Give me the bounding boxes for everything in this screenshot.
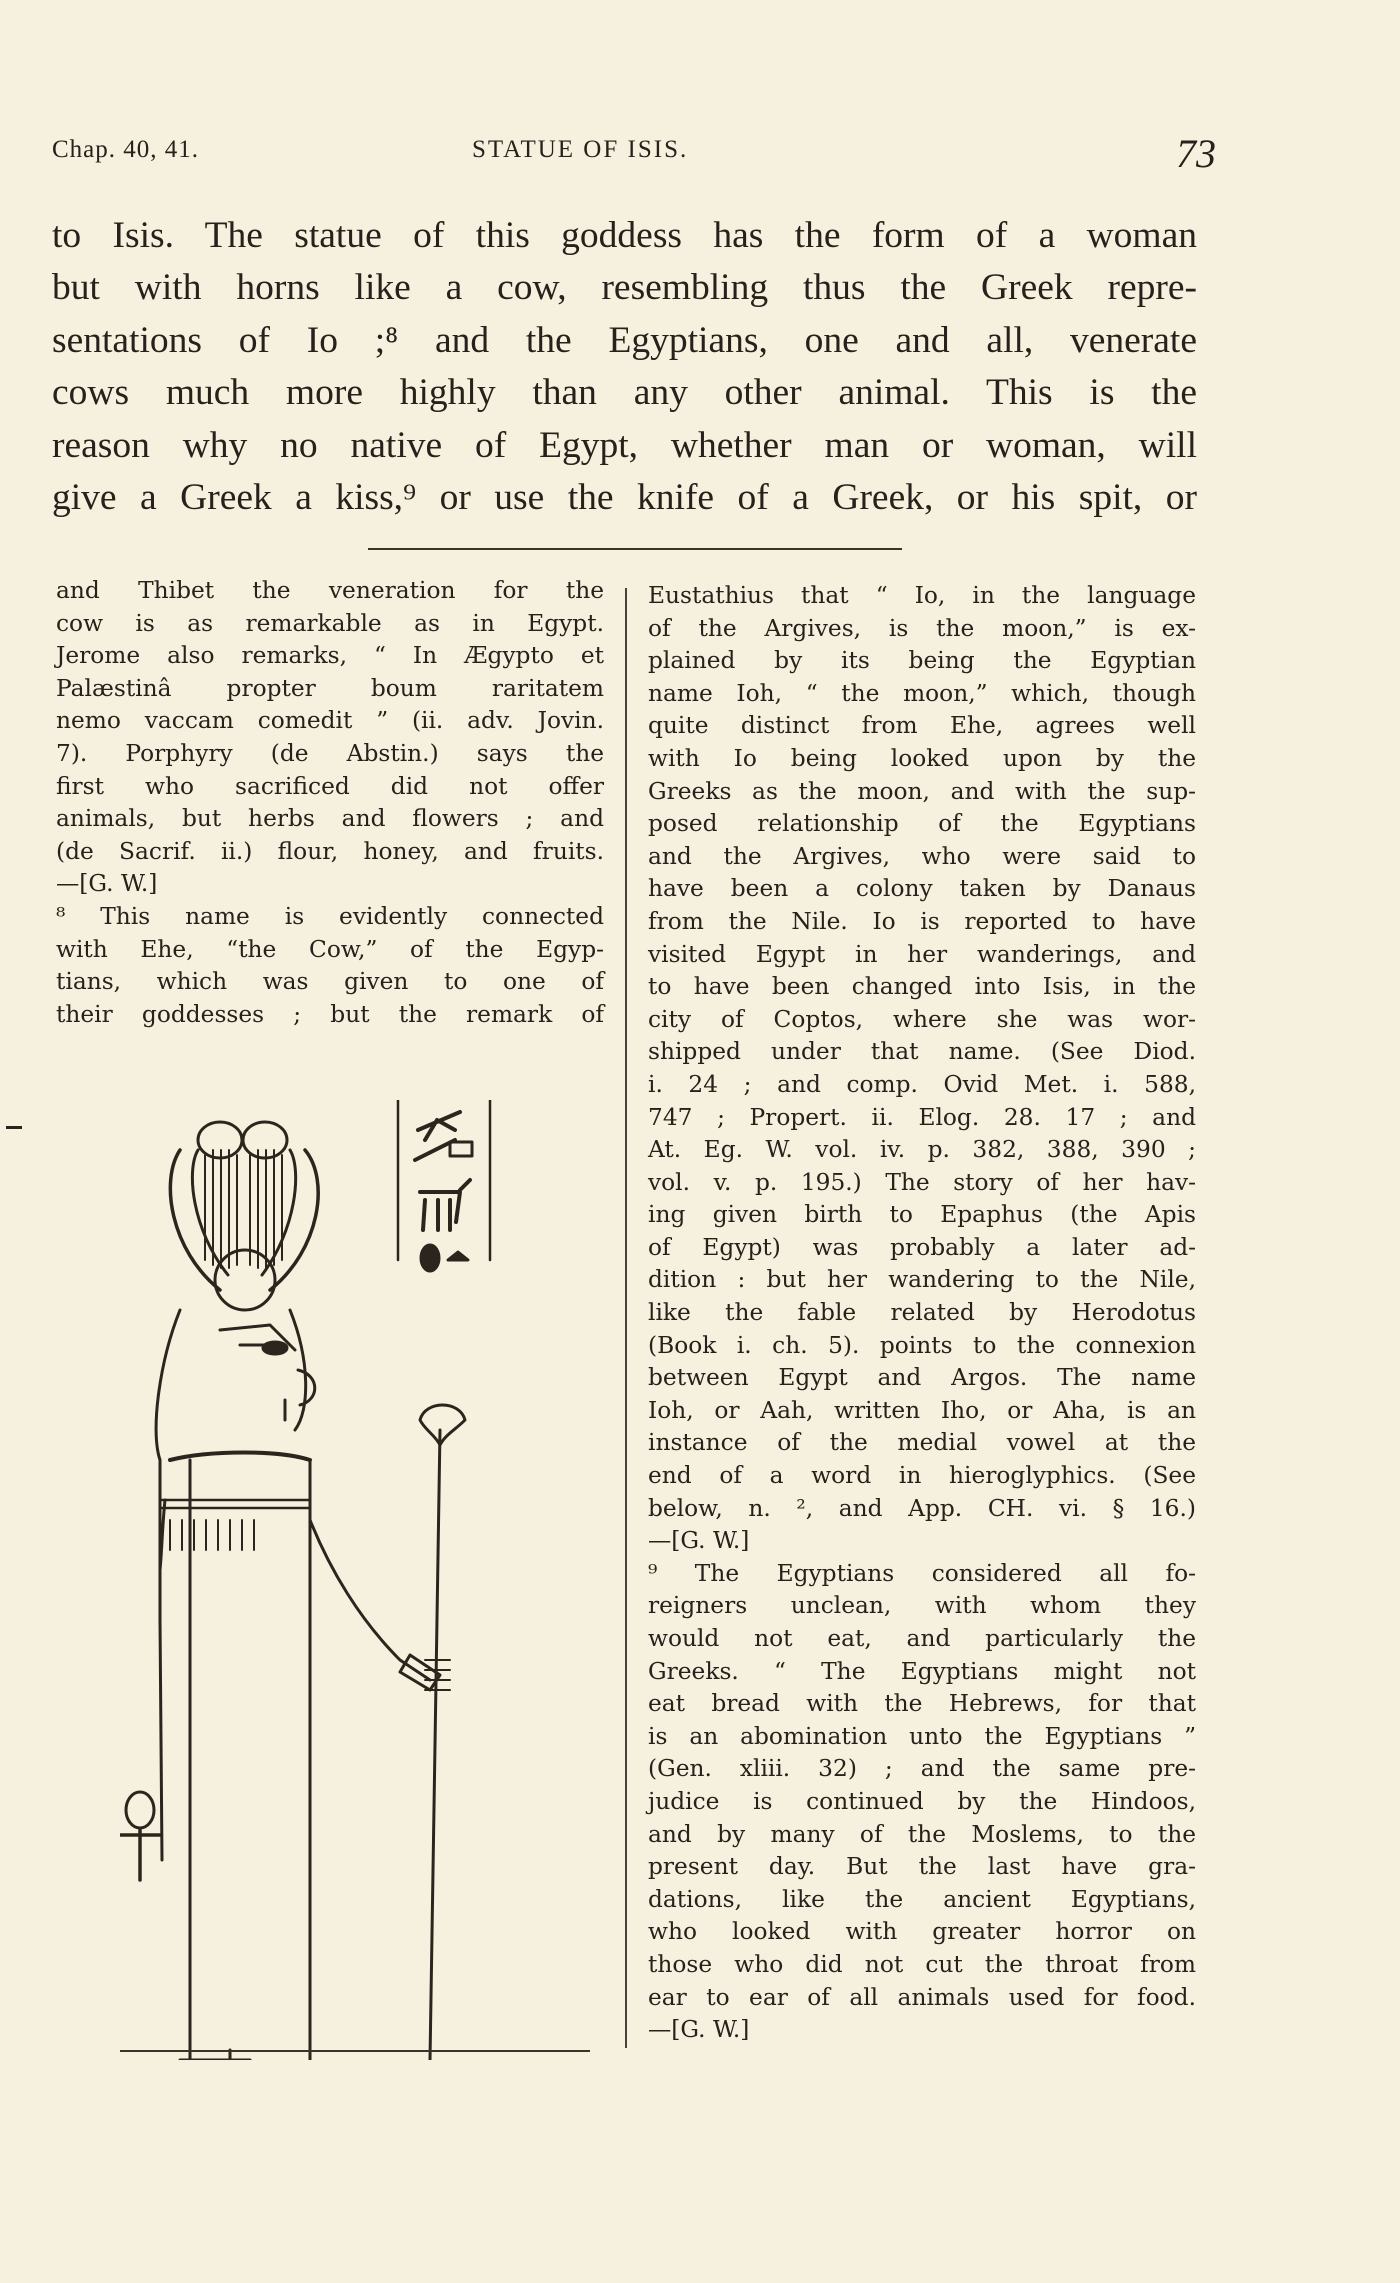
footnote-line: dations, like the ancient Egyptians,	[648, 1885, 1196, 1913]
footnote-line: first who sacrificed did not offer	[56, 772, 604, 800]
footnote-line: end of a word in hieroglyphics. (See	[648, 1462, 1196, 1490]
footnote-line: instance of the medial vowel at the	[648, 1429, 1196, 1457]
main-text-line: give a Greek a kiss,⁹ or use the knife of a Greek, or his spit, or	[52, 477, 1197, 519]
footnote-line: shipped under that name. (See Diod.	[648, 1038, 1196, 1066]
footnote-line: Greeks. “ The Egyptians might not	[648, 1657, 1196, 1685]
ankh-icon	[120, 1792, 160, 1880]
footnote-line: cow is as remarkable as in Egypt.	[56, 609, 604, 637]
footnote-line: (de Sacrif. ii.) flour, honey, and fruits.	[56, 837, 604, 865]
figure-baseline-rule	[120, 2050, 590, 2052]
footnote-line: of Egypt) was probably a later ad-	[648, 1233, 1196, 1261]
footnote-line: (Gen. xliii. 32) ; and the same pre-	[648, 1755, 1196, 1783]
footnote-line: is an abomination unto the Egyptians ”	[648, 1722, 1196, 1750]
footnote-line: present day. But the last have gra-	[648, 1853, 1196, 1881]
footnote-line: their goddesses ; but the remark of	[56, 1000, 604, 1028]
chapter-reference: Chap. 40, 41.	[52, 136, 200, 163]
page-title: STATUE OF ISIS.	[472, 136, 689, 163]
footnotes-right-column	[648, 580, 1196, 2047]
main-text-line: cows much more highly than any other animal. This is the	[52, 372, 1197, 414]
footnote-line: ing given birth to Epaphus (the Apis	[648, 1201, 1196, 1229]
footnote-line: quite distinct from Ehe, agrees well	[648, 712, 1196, 740]
footnote-line: At. Eg. W. vol. iv. p. 382, 388, 390 ;	[648, 1136, 1196, 1164]
footnote-line: reigners unclean, with whom they	[648, 1592, 1196, 1620]
footnote-line: eat bread with the Hebrews, for that	[648, 1690, 1196, 1718]
footnote-line: Palæstinâ propter boum raritatem	[56, 674, 604, 702]
main-text-line: to Isis. The statue of this goddess has the form of a woman	[52, 215, 1197, 256]
footnote-line: of the Argives, is the moon,” is ex-	[648, 614, 1196, 642]
footnote-line: tians, which was given to one of	[56, 968, 604, 996]
footnote-line: ⁹ The Egyptians considered all fo-	[648, 1559, 1196, 1587]
footnote-line: plained by its being the Egyptian	[648, 647, 1196, 675]
footnote-line: Jerome also remarks, “ In Ægypto et	[56, 642, 604, 670]
footnote-line: city of Coptos, where she was wor-	[648, 1005, 1196, 1033]
footnote-line: ⁸ This name is evidently connected	[56, 902, 604, 930]
footnote-line: visited Egypt in her wanderings, and	[648, 940, 1196, 968]
footnote-line: and Thibet the veneration for the	[56, 577, 604, 604]
footnote-line: dition : but her wandering to the Nile,	[648, 1266, 1196, 1294]
footnote-line: like the fable related by Herodotus	[648, 1299, 1196, 1327]
column-divider	[625, 588, 627, 2048]
was-sceptre-icon	[420, 1405, 465, 2060]
footnote-line: with Io being looked upon by the	[648, 744, 1196, 772]
footnote-line: from the Nile. Io is reported to have	[648, 907, 1196, 935]
footnote-line: those who did not cut the throat from	[648, 1950, 1196, 1978]
footnote-line: judice is continued by the Hindoos,	[648, 1787, 1196, 1815]
footnote-line: 7). Porphyry (de Abstin.) says the	[56, 739, 604, 767]
footnote-line: Greeks as the moon, and with the sup-	[648, 777, 1196, 805]
footnote-line: and by many of the Moslems, to the	[648, 1820, 1196, 1848]
footnote-line: name Ioh, “ the moon,” which, though	[648, 679, 1196, 707]
footnote-line: have been a colony taken by Danaus	[648, 875, 1196, 903]
footnote-line: with Ehe, “the Cow,” of the Egyp-	[56, 935, 604, 963]
footnote-line: Ioh, or Aah, written Iho, or Aha, is an	[648, 1396, 1196, 1424]
footnote-signature: —[G. W.]	[56, 870, 158, 898]
footnote-line: who looked with greater horror on	[648, 1918, 1196, 1946]
footnote-line: (Book i. ch. 5). points to the connexion	[648, 1331, 1196, 1359]
footnotes-left-column	[56, 575, 604, 1031]
footnote-line: nemo vaccam comedit ” (ii. adv. Jovin.	[56, 707, 604, 735]
main-text-line: reason why no native of Egypt, whether man or woman, will	[52, 424, 1197, 466]
footnote-line: vol. v. p. 195.) The story of her hav-	[648, 1168, 1196, 1196]
main-text-line: but with horns like a cow, resembling thus the Greek repre-	[52, 267, 1197, 309]
main-text	[52, 210, 1197, 524]
page-number: 73	[1176, 131, 1216, 176]
footnote-line: i. 24 ; and comp. Ovid Met. i. 588,	[648, 1070, 1196, 1098]
footnote-signature: —[G. W.]	[648, 1527, 750, 1555]
footnote-line: posed relationship of the Egyptians	[648, 810, 1196, 838]
isis-hathor-figure-icon	[120, 1100, 540, 2060]
footnote-line: Eustathius that “ Io, in the language	[648, 582, 1196, 609]
footnote-separator-rule	[368, 548, 902, 550]
main-text-line: sentations of Io ;⁸ and the Egyptians, one and all, venerate	[52, 319, 1197, 361]
running-head	[52, 130, 1216, 176]
footnote-line: ear to ear of all animals used for food.	[648, 1983, 1196, 2011]
margin-mark	[6, 1126, 22, 1129]
footnote-line: between Egypt and Argos. The name	[648, 1364, 1196, 1392]
footnote-line: would not eat, and particularly the	[648, 1625, 1196, 1652]
footnote-line: below, n. ², and App. CH. vi. § 16.)	[648, 1494, 1196, 1522]
hieroglyph-column-icon	[415, 1112, 472, 1271]
footnote-signature: —[G. W.]	[648, 2016, 750, 2044]
footnote-line: and the Argives, who were said to	[648, 842, 1196, 870]
cow-horns-icon	[170, 1122, 318, 1290]
footnote-line: 747 ; Propert. ii. Elog. 28. 17 ; and	[648, 1103, 1196, 1131]
footnote-line: animals, but herbs and flowers ; and	[56, 805, 604, 833]
footnote-line: to have been changed into Isis, in the	[648, 973, 1196, 1001]
